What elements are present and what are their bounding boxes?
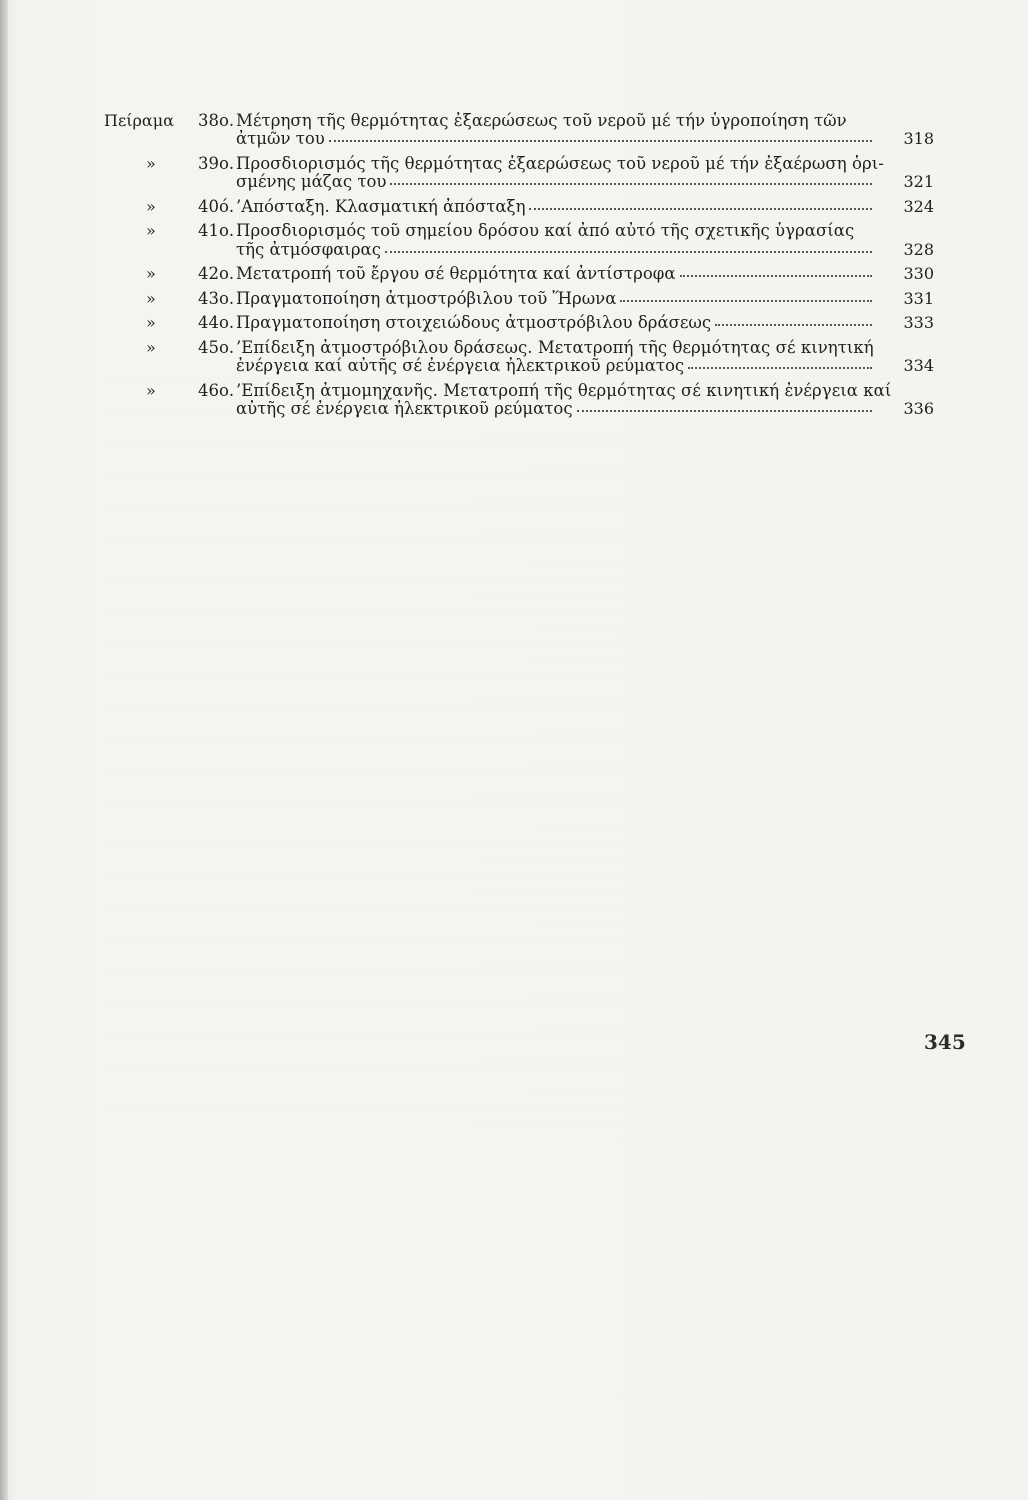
ditto-mark: » (146, 313, 156, 333)
dot-leader (715, 324, 872, 326)
toc-entry (104, 112, 934, 149)
experiment-number: 39ο. (198, 153, 235, 173)
toc-entry (104, 265, 934, 283)
toc-entry (104, 290, 934, 308)
dot-leader (577, 410, 872, 412)
experiment-number: 46ο. (198, 380, 235, 400)
toc-entry (104, 339, 934, 376)
ditto-mark: » (146, 380, 156, 400)
ditto-mark: » (146, 221, 156, 241)
entry-title: Πραγματοποίηση στοιχειώδους ἀτμοστρόβιλου δράσεως (236, 313, 712, 333)
dot-leader (329, 140, 872, 142)
entry-title-line-1: Μέτρηση τῆς θερμότητας ἐξαερώσεως τοῦ νεροῦ μέ τήν ὑγροποίηση τῶν (236, 112, 847, 130)
entry-title-line-2: τῆς ἀτμόσφαιρας (236, 239, 381, 259)
toc-entry (104, 314, 934, 332)
experiment-number: 40ό. (198, 196, 235, 216)
entry-title-line-2: ἀτμῶν του (236, 129, 325, 149)
entry-title: ’Απόσταξη. Κλασματική ἀπόσταξη (236, 196, 526, 216)
page-number: 318 (903, 129, 934, 149)
experiment-number: 41ο. (198, 221, 235, 241)
toc-entry (104, 155, 934, 192)
dot-leader (680, 275, 873, 277)
experiment-number: 44ο. (198, 313, 235, 333)
page-number: 328 (903, 239, 934, 259)
ditto-mark: » (146, 288, 156, 308)
table-of-contents (104, 112, 934, 419)
page-number: 321 (903, 172, 934, 192)
entry-title-line-1: ’Επίδειξη ἀτμομηχανῆς. Μετατροπή τῆς θερμότητας σέ κινητική ἐνέργεια καί (236, 381, 892, 400)
page-number: 334 (903, 356, 934, 376)
bleed-through-text (104, 378, 984, 1138)
page-gutter-shadow (0, 0, 8, 1500)
page-number: 336 (903, 399, 934, 419)
entry-title-line-2: ἐνέργεια καί αὐτῆς σέ ἐνέργεια ἠλεκτρικοῦ ρεύματος (236, 356, 685, 376)
page-number: 330 (903, 264, 934, 284)
entry-title-line-1: Προσδιορισμός τῆς θερμότητας ἐξαερώσεως τοῦ νεροῦ μέ τήν ἐξαέρωση ὁρι- (236, 154, 884, 173)
experiment-number: 45ο. (198, 337, 235, 357)
toc-entry (104, 382, 934, 419)
entry-marker: Πείραμα (104, 111, 174, 130)
experiment-number: 43ο. (198, 288, 235, 308)
toc-entry (104, 222, 934, 259)
page-number: 333 (903, 313, 934, 333)
entry-title-line-2: σμένης μάζας του (236, 172, 387, 192)
entry-title-line-1: ’Επίδειξη ἀτμοστρόβιλου δράσεως. Μετατροπή τῆς θερμότητας σέ κινητική (236, 338, 874, 357)
dot-leader (688, 367, 872, 369)
experiment-number: 42ο. (198, 264, 235, 284)
entry-title-line-1: Προσδιορισμός τοῦ σημείου δρόσου καί ἀπό αὐτό τῆς σχετικῆς ὑγρασίας (236, 222, 855, 241)
toc-entry (104, 198, 934, 216)
dot-leader (529, 208, 872, 210)
page-folio-number: 345 (924, 1030, 966, 1054)
ditto-mark: » (146, 264, 156, 284)
page-number: 324 (903, 196, 934, 216)
dot-leader (390, 183, 872, 185)
ditto-mark: » (146, 153, 156, 173)
experiment-number: 38ο. (198, 111, 235, 130)
dot-leader (620, 300, 872, 302)
ditto-mark: » (146, 337, 156, 357)
entry-title: Πραγματοποίηση ἀτμοστρόβιλου τοῦ Ἥρωνα (236, 288, 617, 308)
dot-leader (385, 251, 872, 253)
ditto-mark: » (146, 196, 156, 216)
entry-title: Μετατροπή τοῦ ἔργου σέ θερμότητα καί ἀντίστροφα (236, 264, 676, 284)
entry-title-line-2: αὐτῆς σέ ἐνέργεια ἠλεκτρικοῦ ρεύματος (236, 399, 573, 419)
page-number: 331 (903, 288, 934, 308)
